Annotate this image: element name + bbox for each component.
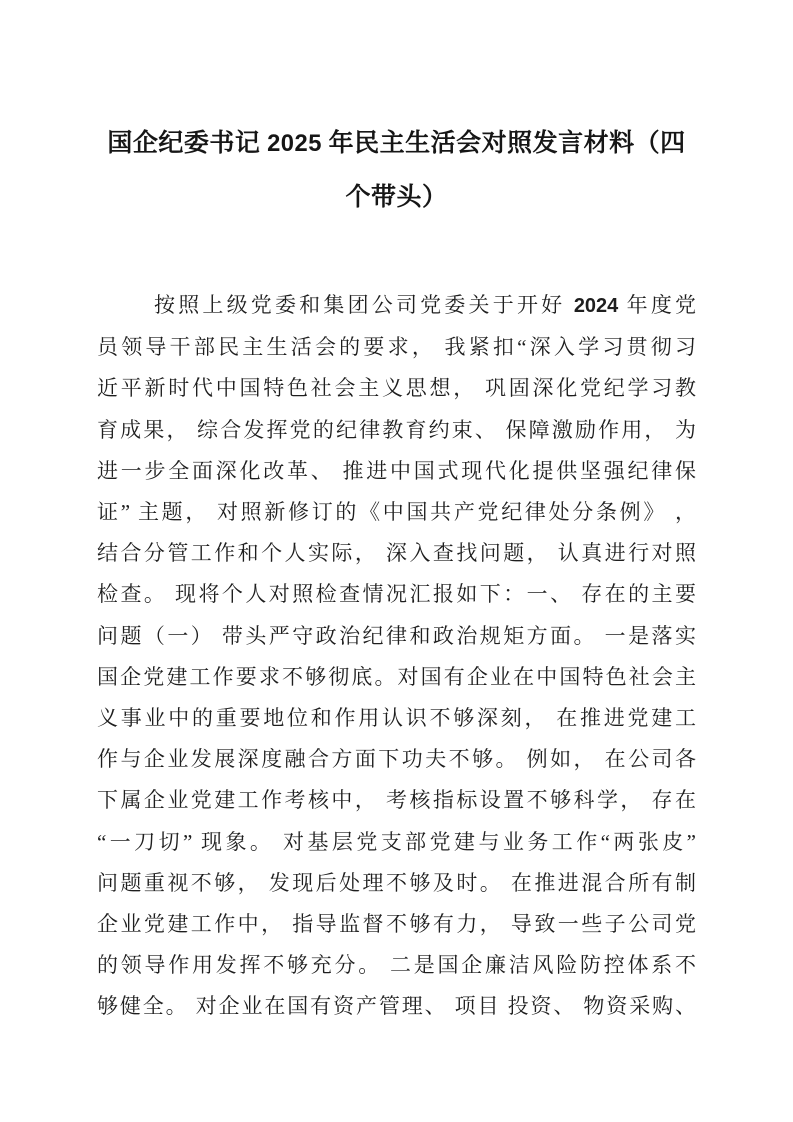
body-line: 结合分管工作和个人实际， 深入查找问题， 认真进行对照 [97, 541, 696, 566]
body-line: 检查。 现将个人对照检查情况汇报如下：一、 存在的主要 [97, 582, 696, 607]
body-line: 问题重视不够， 发现后处理不够及时。 在推进混合所有制 [97, 870, 696, 895]
body-line: 按照上级党委和集团公司党委关于开好 2024 年度党 [154, 293, 697, 317]
document-body [97, 285, 696, 1028]
body-line: 义事业中的重要地位和作用认识不够深刻， 在推进党建工 [97, 706, 696, 731]
body-line: 进一步全面深化改革、 推进中国式现代化提供坚强纪律保 [97, 458, 696, 483]
document-title [97, 117, 696, 225]
title-line-1: 国企纪委书记 2025 年民主生活会对照发言材料（四 [107, 130, 686, 157]
body-line: 员领导干部民主生活会的要求， 我紧扣“深入学习贯彻习 [97, 335, 696, 360]
body-line: 国企党建工作要求不够彻底。对国有企业在中国特色社会主 [97, 664, 696, 689]
body-line: 证” 主题， 对照新修订的《中国共产党纪律处分条例》 ， [97, 500, 696, 525]
body-line: 问题（一） 带头严守政治纪律和政治规矩方面。 一是落实 [97, 623, 696, 648]
body-line: “一刀切” 现象。 对基层党支部党建与业务工作“两张皮” [97, 829, 696, 854]
body-line: 近平新时代中国特色社会主义思想， 巩固深化党纪学习教 [97, 376, 696, 401]
body-line: 育成果， 综合发挥党的纪律教育约束、 保障激励作用， 为 [97, 417, 696, 442]
title-line-2: 个带头） [345, 184, 448, 211]
body-line: 下属企业党建工作考核中， 考核指标设置不够科学， 存在 [97, 788, 696, 813]
body-line: 作与企业发展深度融合方面下功夫不够。 例如， 在公司各 [97, 747, 696, 772]
body-line: 企业党建工作中， 指导监督不够有力， 导致一些子公司党 [97, 912, 696, 937]
body-line: 够健全。 对企业在国有资产管理、 项目 投资、 物资采购、 [97, 994, 696, 1019]
body-line: 的领导作用发挥不够充分。 二是国企廉洁风险防控体系不 [97, 953, 696, 978]
